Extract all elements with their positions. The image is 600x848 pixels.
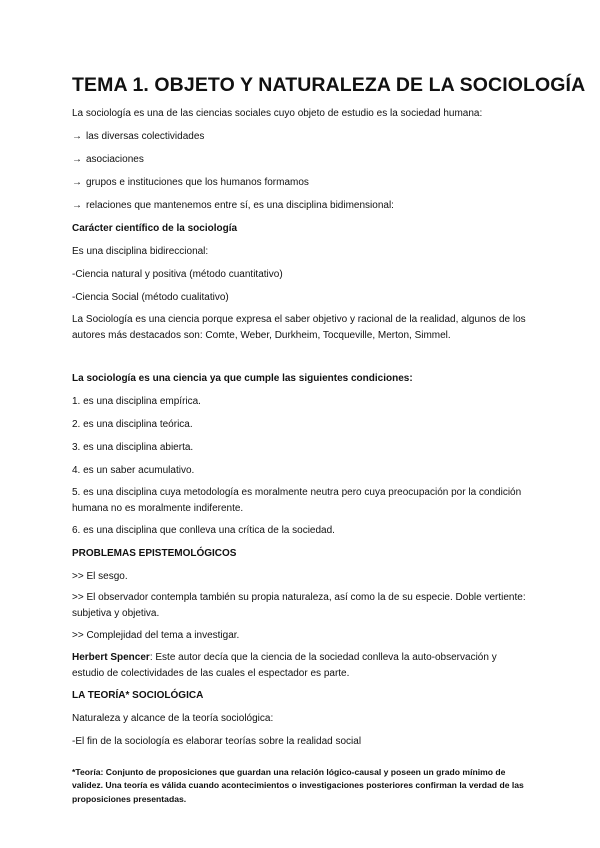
list-item: 3. es una disciplina abierta. — [72, 442, 194, 453]
list-item: 4. es un saber acumulativo. — [72, 465, 195, 476]
bullet-item — [72, 198, 394, 213]
list-item: 6. es una disciplina que conlleva una crítica de la sociedad. — [72, 525, 335, 536]
arrow-icon: → — [72, 200, 82, 211]
section-heading-condiciones: La sociología es una ciencia ya que cumple las siguientes condiciones: — [72, 373, 413, 384]
bullet-text: grupos e instituciones que los humanos formamos — [86, 177, 309, 188]
bullet-item — [72, 152, 144, 167]
page-title: TEMA 1. OBJETO Y NATURALEZA DE LA SOCIOLOGÍA — [72, 74, 586, 96]
list-item: >> El observador contempla también su propia naturaleza, así como la de su especie. Doble vertiente: subjetiva y objetiva. — [72, 592, 526, 619]
text-line: -Ciencia Social (método cualitativo) — [72, 292, 229, 303]
text-line: Naturaleza y alcance de la teoría sociológica: — [72, 713, 274, 724]
arrow-icon: → — [72, 131, 82, 142]
list-item: 1. es una disciplina empírica. — [72, 396, 201, 407]
arrow-icon: → — [72, 154, 82, 165]
text-line: Es una disciplina bidireccional: — [72, 246, 209, 257]
bullet-text: las diversas colectividades — [86, 131, 205, 142]
bullet-text: asociaciones — [86, 154, 144, 165]
bullet-text: relaciones que mantenemos entre sí, es una disciplina bidimensional: — [86, 200, 394, 211]
list-item: 5. es una disciplina cuya metodología es moralmente neutra pero cuya preocupación por la condición humana no es moralmente indiferente. — [72, 487, 522, 514]
arrow-icon: → — [72, 177, 82, 188]
text-line: -Ciencia natural y positiva (método cuantitativo) — [72, 269, 283, 280]
section-heading-problemas: PROBLEMAS EPISTEMOLÓGICOS — [72, 548, 237, 559]
intro-text: La sociología es una de las ciencias sociales cuyo objeto de estudio es la sociedad humana: — [72, 108, 483, 119]
list-item: 2. es una disciplina teórica. — [72, 419, 193, 430]
section-heading-teoria: LA TEORÍA* SOCIOLÓGICA — [72, 690, 204, 701]
text-line: -El fin de la sociología es elaborar teorías sobre la realidad social — [72, 736, 362, 747]
spencer-name: Herbert Spencer — [72, 652, 150, 663]
bullet-item — [72, 129, 204, 144]
list-item: >> Complejidad del tema a investigar. — [72, 630, 240, 641]
footnote: *Teoría: Conjunto de proposiciones que guardan una relación lógico-causal y poseen un grado mínimo de validez. Una teoría es válida cuando acontecimientos o investigaciones posteriores confirman la verdad de las proposiciones presentadas. — [72, 767, 524, 804]
paragraph-authors: La Sociología es una ciencia porque expresa el saber objetivo y racional de la realidad, algunos de los autores más destacados son: Comte, Weber, Durkheim, Tocqueville, Merton, Simmel. — [72, 314, 526, 341]
list-item: >> El sesgo. — [72, 571, 128, 582]
section-heading-caracter: Carácter científico de la sociología — [72, 223, 238, 234]
paragraph-spencer — [72, 650, 528, 681]
bullet-item — [72, 175, 309, 190]
spencer-text: : Este autor decía que la ciencia de la sociedad conlleva la auto-observación y estudio de colectividades de las cuales el espectador es parte. — [72, 652, 497, 679]
